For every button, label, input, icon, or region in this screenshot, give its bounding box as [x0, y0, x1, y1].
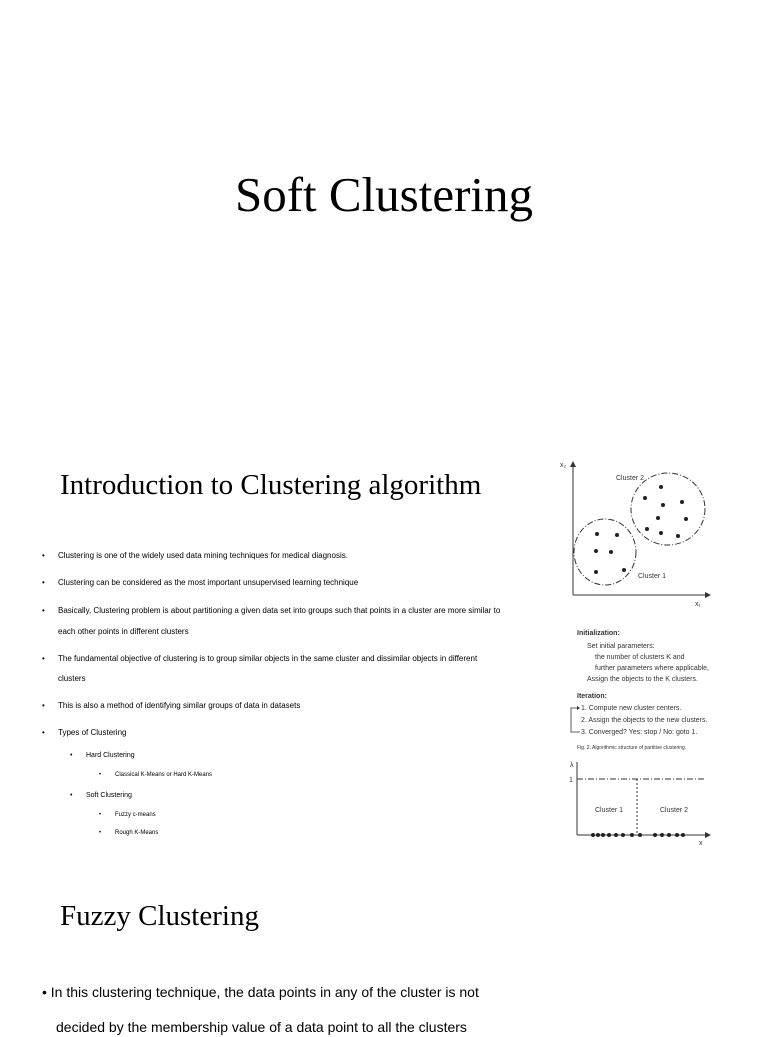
- cluster-2-boundary: [631, 473, 705, 545]
- list-item: • This is also a method of identifying similar groups of data in datasets: [42, 701, 301, 710]
- list-item: • Types of Clustering: [42, 728, 127, 737]
- iter-item: 3. Converged? Yes: stop / No: goto 1.: [581, 729, 698, 736]
- list-item: • The fundamental objective of clustering is to group similar objects in the same cluster and dissimilar objects in different: [42, 654, 478, 663]
- y-axis-label: x₂: [560, 462, 567, 469]
- cluster-2-label: Cluster 2: [616, 475, 645, 482]
- lambda-label: λ: [570, 762, 574, 769]
- list-item: • Soft Clustering: [70, 792, 132, 799]
- init-heading: Initialization:: [577, 630, 620, 637]
- x-axis-label: x₁: [695, 601, 701, 608]
- cluster-2-points: [643, 485, 688, 538]
- cluster-1-boundary: [574, 519, 636, 585]
- cluster-1-label: Cluster 1: [595, 807, 624, 814]
- section-title: Introduction to Clustering algorithm: [60, 469, 482, 501]
- init-item: the number of clusters K and: [595, 654, 685, 661]
- iter-item: 2. Assign the objects to the new clusters.: [581, 717, 708, 724]
- list-item-continuation: decided by the membership value of a data point to all the clusters: [56, 1019, 467, 1035]
- iter-heading: Iteration:: [577, 693, 607, 700]
- iter-item: 1. Compute new cluster centers.: [581, 705, 682, 712]
- figure-caption: Fig. 2. Algorithmic structure of partitive clustering.: [577, 745, 687, 751]
- algorithm-figure: [565, 623, 715, 753]
- list-item-continuation: each other points in different clusters: [58, 627, 189, 636]
- list-item: • Fuzzy c-means: [99, 812, 156, 818]
- list-item: • In this clustering technique, the data points in any of the cluster is not: [42, 984, 479, 1000]
- init-item: Set initial parameters:: [587, 643, 655, 650]
- list-item-continuation: clusters: [58, 674, 86, 683]
- init-item: further parameters where applicable,: [595, 665, 710, 672]
- cluster-2-label: Cluster 2: [660, 807, 689, 814]
- cluster-scatter-figure: [560, 455, 715, 610]
- list-item: • Classical K-Means or Hard K-Means: [99, 772, 213, 778]
- list-item: • Hard Clustering: [70, 752, 135, 759]
- list-item: • Rough K-Means: [99, 830, 159, 836]
- loop-arrow: [571, 708, 580, 732]
- cluster-1-label: Cluster 1: [638, 573, 667, 580]
- list-item: • Clustering can be considered as the most important unsupervised learning technique: [42, 578, 359, 587]
- list-item: • Clustering is one of the widely used data mining techniques for medical diagnosis.: [42, 551, 348, 560]
- cluster-1-points: [594, 532, 626, 574]
- slide-title: Soft Clustering: [234, 167, 534, 222]
- one-tick-label: 1: [569, 777, 573, 784]
- x-label: x: [699, 840, 703, 847]
- init-item: Assign the objects to the K clusters.: [587, 676, 698, 683]
- section-title: Fuzzy Clustering: [60, 900, 259, 932]
- list-item: • Basically, Clustering problem is about partitioning a given data set into groups such that points in a cluster are more similar to: [42, 606, 501, 615]
- membership-figure: [565, 758, 715, 848]
